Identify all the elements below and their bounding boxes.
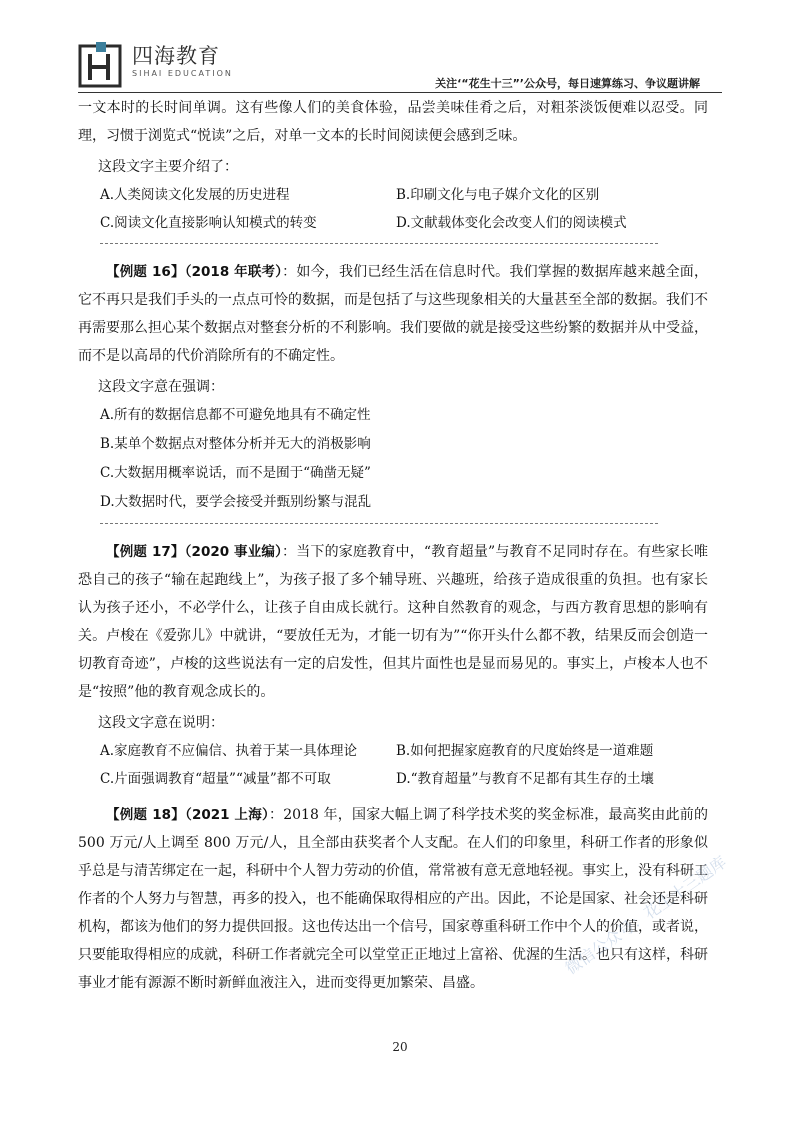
option-b: B.如何把握家庭教育的尺度始终是一道难题 bbox=[396, 743, 654, 759]
option-b: B.印刷文化与电子媒介文化的区别 bbox=[396, 187, 600, 203]
option-d: D.文献载体变化会改变人们的阅读模式 bbox=[396, 215, 627, 231]
option-a: A.所有的数据信息都不可避免地具有不确定性 bbox=[100, 407, 371, 423]
page-number: 20 bbox=[392, 1040, 408, 1054]
continuation-text: 一文本时的长时间单调。这有些像人们的美食体验，品尝美味佳肴之后，对粗茶淡饭便难以忍受。同理，习惯于浏览式“悦读”之后，对单一文本的长时间阅读便会感到乏味。 bbox=[78, 100, 708, 144]
dashed-divider bbox=[100, 523, 658, 524]
option-c: C.阅读文化直接影响认知模式的转变 bbox=[100, 215, 317, 231]
question-prompt: 这段文字主要介绍了： bbox=[98, 159, 238, 175]
example-label: 【例题 17】（2020 事业编） bbox=[106, 544, 283, 560]
example-text: ：如今，我们已经生活在信息时代。我们掌握的数据库越来越全面，它不再只是我们手头的一点点可怜的数据，而是包括了与这些现象相关的大量甚至全部的数据。我们不再需要那么担心某个数据点对整套分析的不利影响。我们要做的就是接受这些纷繁的数据并从中受益，而不是以高昂的代价消除所有的不确定性。 bbox=[78, 264, 708, 364]
option-c: C.大数据用概率说话，而不是囿于“确凿无疑” bbox=[100, 465, 371, 481]
option-d: D.大数据时代，要学会接受并甄别纷繁与混乱 bbox=[100, 494, 372, 510]
brand-name: 四海教育 bbox=[132, 44, 220, 68]
option-c: C.片面强调教育“超量”“减量”都不可取 bbox=[100, 771, 331, 787]
example-text: ：2018 年，国家大幅上调了科学技术奖的奖金标准，最高奖由此前的 500 万元/人上调至 800 万元/人，且全部由获奖者个人支配。在人们的印象里，科研工作者的形象似乎总是与清苦绑定在一起，科研中个人智力劳动的价值，常常被有意无意地轻视。事实上，没有科研工作者的个人努力与智慧，再多的投入，也不能确保取得相应的产出。因此，不论是国家、社会还是科研机构，都该为他们的努力提供回报。这也传达出一个信号，国家尊重科研工作中个人的价值，或者说，只要能取得相应的成就，科研工作者就完全可以堂堂正正地过上富裕、优渥的生活。也只有这样，科研事业才能有源源不断时新鲜血液注入，进而变得更加繁荣、昌盛。 bbox=[78, 807, 708, 991]
question-prompt: 这段文字意在强调： bbox=[98, 379, 224, 395]
page-content bbox=[78, 94, 708, 997]
answer-options bbox=[78, 181, 708, 237]
header-divider bbox=[78, 92, 722, 93]
question-prompt: 这段文字意在说明： bbox=[98, 715, 224, 731]
watermark: 微信公众号：花生十三题库 bbox=[561, 852, 730, 979]
option-b: B.某单个数据点对整体分析并无大的消极影响 bbox=[100, 436, 371, 452]
example-text: ：当下的家庭教育中，“教育超量”与教育不足同时存在。有些家长唯恐自己的孩子“输在起跑线上”，为孩子报了多个辅导班、兴趣班，给孩子造成很重的负担。也有家长认为孩子还小，不必学什么，让孩子自由成长就行。这种自然教育的观念，与西方教育思想的影响有关。卢梭在《爱弥儿》中就讲，“要放任无为，才能一切有为”“你开头什么都不教，结果反而会创造一切教育奇迹”，卢梭的这些说法有一定的启发性，但其片面性也是显而易见的。事实上，卢梭本人也不是“按照”他的教育观念成长的。 bbox=[78, 544, 708, 700]
answer-options bbox=[78, 737, 708, 793]
example-18 bbox=[78, 801, 708, 997]
example-17 bbox=[78, 538, 708, 706]
answer-options bbox=[78, 401, 708, 517]
example-16 bbox=[78, 258, 708, 370]
header-note: 关注‘“花生十三”’公众号，每日速算练习、争议题讲解 bbox=[435, 77, 700, 90]
option-a: A.家庭教育不应偏信、执着于某一具体理论 bbox=[100, 743, 358, 759]
option-d: D.“教育超量”与教育不足都有其生存的土壤 bbox=[396, 771, 654, 787]
example-label: 【例题 18】（2021 上海） bbox=[106, 807, 269, 823]
dashed-divider bbox=[100, 243, 658, 244]
brand-english-name: SIHAI EDUCATION bbox=[132, 69, 233, 78]
option-a: A.人类阅读文化发展的历史进程 bbox=[100, 187, 290, 203]
example-label: 【例题 16】（2018 年联考） bbox=[106, 264, 283, 280]
